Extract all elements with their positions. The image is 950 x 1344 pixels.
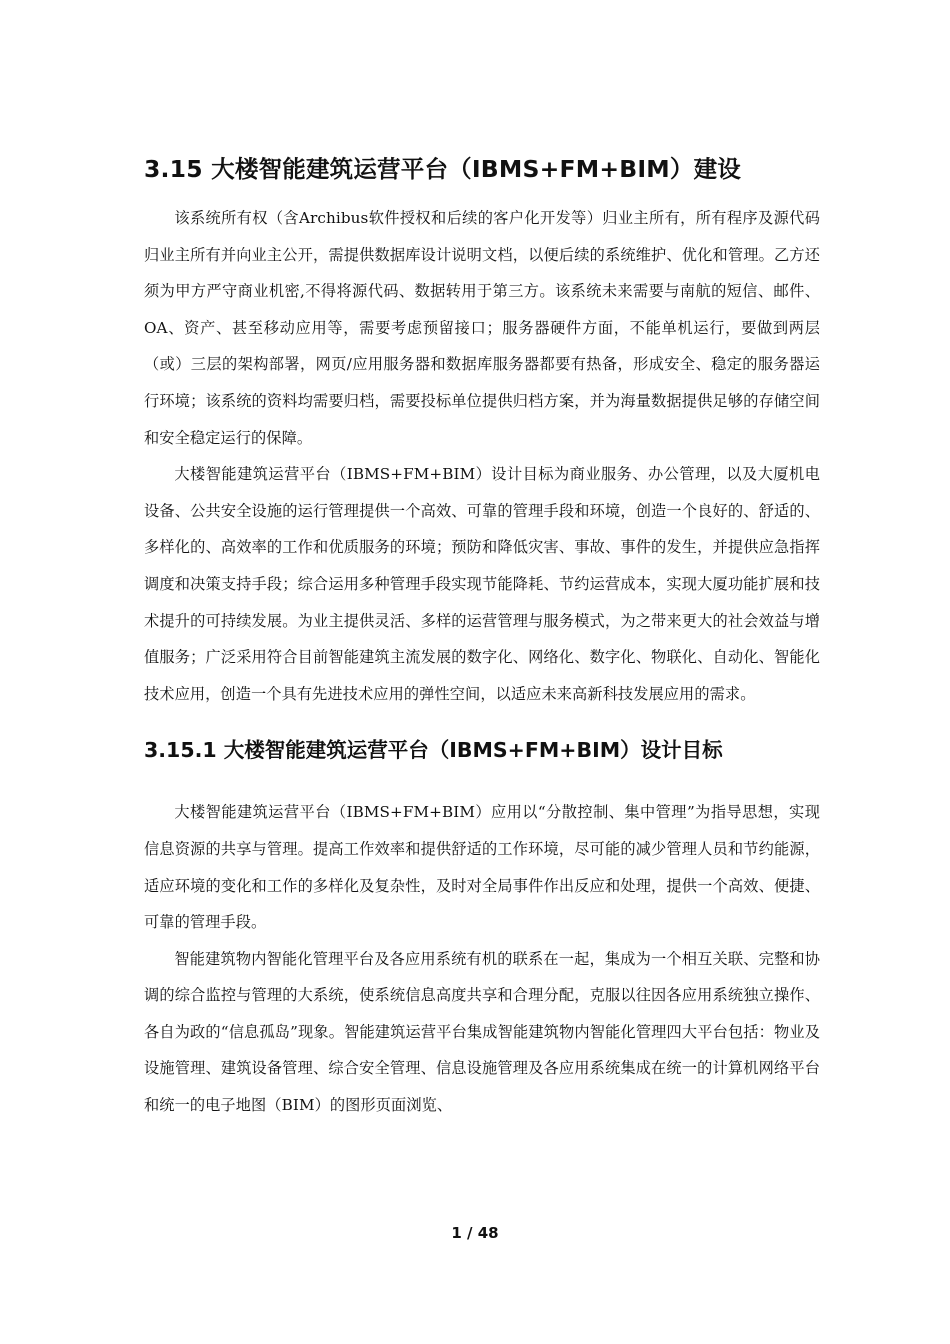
section-heading: 3.15 大楼智能建筑运营平台（IBMS+FM+BIM）建设	[144, 155, 741, 183]
page-number: 1 / 48	[451, 1224, 499, 1242]
body-paragraph: 大楼智能建筑运营平台（IBMS+FM+BIM）设计目标为商业服务、办公管理，以及大厦机电设备、公共安全设施的运行管理提供一个高效、可靠的管理手段和环境，创造一个良好的、舒适的、多样化的、高效率的工作和优质服务的环境；预防和降低灾害、事故、事件的发生，并提供应急指挥调度和决策支持手段；综合运用多种管理手段实现节能降耗、节约运营成本，实现大厦功能扩展和技术提升的可持续发展。为业主提供灵活、多样的运营管理与服务模式，为之带来更大的社会效益与增值服务；广泛采用符合目前智能建筑主流发展的数字化、网络化、数字化、物联化、自动化、智能化技术应用，创造一个具有先进技术应用的弹性空间，以适应未来高新科技发展应用的需求。	[144, 465, 820, 703]
document-body	[144, 146, 820, 1124]
body-paragraph: 大楼智能建筑运营平台（IBMS+FM+BIM）应用以“分散控制、集中管理”为指导思想，实现信息资源的共享与管理。提高工作效率和提供舒适的工作环境，尽可能的减少管理人员和节约能源，适应环境的变化和工作的多样化及复杂性，及时对全局事件作出反应和处理，提供一个高效、便捷、可靠的管理手段。	[144, 803, 820, 932]
body-paragraph: 该系统所有权（含Archibus软件授权和后续的客户化开发等）归业主所有，所有程序及源代码归业主所有并向业主公开，需提供数据库设计说明文档，以便后续的系统维护、优化和管理。乙方还须为甲方严守商业机密,不得将源代码、数据转用于第三方。该系统未来需要与南航的短信、邮件、OA、资产、甚至移动应用等，需要考虑预留接口；服务器硬件方面，不能单机运行，要做到两层（或）三层的架构部署，网页/应用服务器和数据库服务器都要有热备，形成安全、稳定的服务器运行环境；该系统的资料均需要归档，需要投标单位提供归档方案，并为海量数据提供足够的存储空间和安全稳定运行的保障。	[144, 209, 820, 447]
body-paragraph: 智能建筑物内智能化管理平台及各应用系统有机的联系在一起，集成为一个相互关联、完整和协调的综合监控与管理的大系统，使系统信息高度共享和合理分配，克服以往因各应用系统独立操作、各自为政的“信息孤岛”现象。智能建筑运营平台集成智能建筑物内智能化管理四大平台包括：物业及设施管理、建筑设备管理、综合安全管理、信息设施管理及各应用系统集成在统一的计算机网络平台和统一的电子地图（BIM）的图形页面浏览、	[144, 949, 820, 1115]
subsection-heading: 3.15.1 大楼智能建筑运营平台（IBMS+FM+BIM）设计目标	[144, 738, 723, 763]
